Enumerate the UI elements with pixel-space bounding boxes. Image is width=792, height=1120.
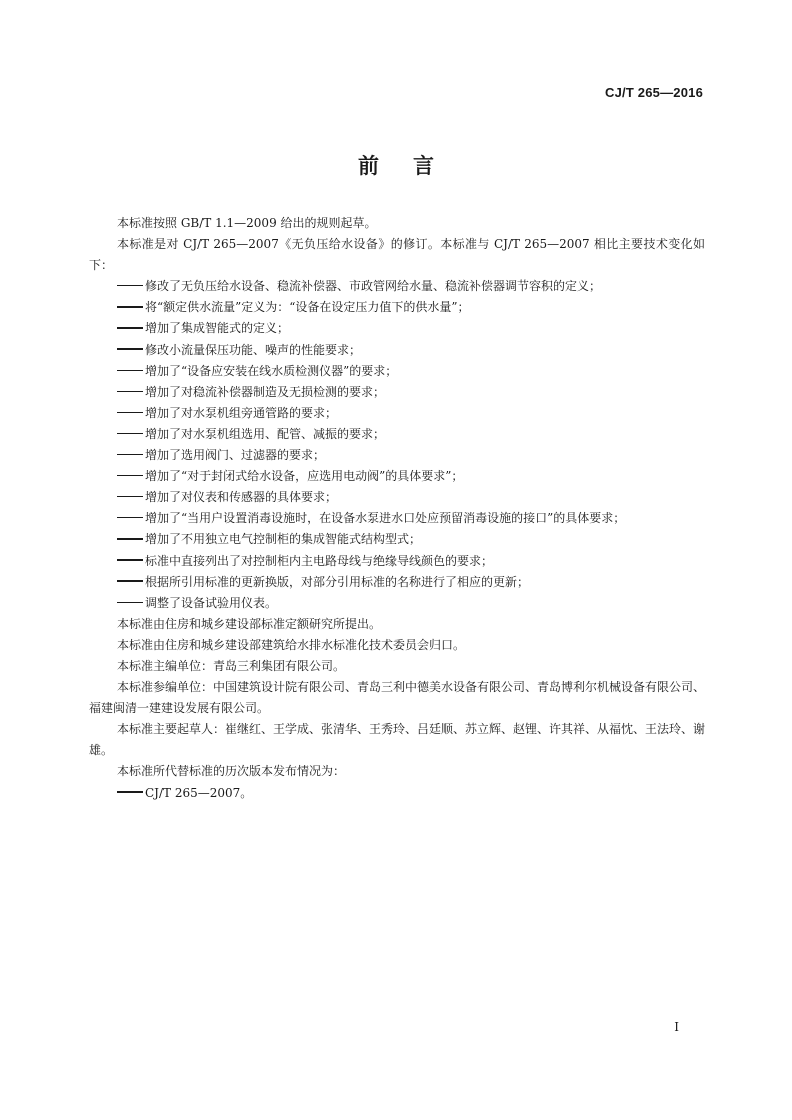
dash-mark	[117, 580, 143, 581]
list-item	[89, 424, 705, 445]
list-item-text: 增加了对稳流补偿器制造及无损检测的要求；	[145, 384, 386, 399]
list-item	[89, 361, 705, 382]
list-item	[89, 783, 705, 804]
list-item	[89, 297, 705, 318]
list-item-text: 增加了“设备应安装在线水质检测仪器”的要求；	[145, 363, 398, 378]
list-item	[89, 445, 705, 466]
dash-mark	[117, 412, 143, 413]
list-item	[89, 276, 705, 297]
list-item-text: 增加了“对于封闭式给水设备，应选用电动阀”的具体要求”；	[145, 469, 464, 484]
page-number: I	[674, 1020, 679, 1034]
list-item-text: 增加了对水泵机组选用、配管、减振的要求；	[145, 426, 386, 441]
page-title: 前言	[358, 154, 468, 178]
dash-mark	[117, 348, 143, 349]
list-item-text: 根据所引用标准的更新换版，对部分引用标准的名称进行了相应的更新；	[145, 574, 530, 589]
list-item	[89, 529, 705, 550]
dash-mark	[117, 327, 143, 328]
dash-mark	[117, 791, 143, 792]
list-item-text: 增加了集成智能式的定义；	[145, 321, 290, 336]
dash-mark	[117, 454, 143, 455]
list-item	[89, 487, 705, 508]
list-item	[89, 382, 705, 403]
paragraph: 本标准参编单位：中国建筑设计院有限公司、青岛三利中德美水设备有限公司、青岛博利尔机械设备有限公司、福建闽清一建建设发展有限公司。	[89, 680, 706, 716]
dash-mark	[117, 391, 143, 392]
standard-code: CJ/T 265—2016	[605, 85, 703, 100]
list-item-text: 将“额定供水流量”定义为：“设备在设定压力值下的供水量”；	[145, 300, 470, 315]
list-item-text: CJ/T 265—2007。	[145, 785, 253, 800]
list-item-text: 增加了不用独立电气控制柜的集成智能式结构型式；	[145, 532, 422, 547]
paragraph: 本标准是对 CJ/T 265—2007《无负压给水设备》的修订。本标准与 CJ/T 265—2007 相比主要技术变化如下：	[89, 237, 705, 273]
dash-mark	[117, 475, 143, 476]
list-item-text: 增加了对水泵机组旁通管路的要求；	[145, 405, 338, 420]
dash-mark	[117, 496, 143, 497]
list-item-text: 修改了无负压给水设备、稳流补偿器、市政管网给水量、稳流补偿器调节容积的定义；	[145, 279, 602, 294]
list-item	[89, 593, 705, 614]
list-item	[89, 508, 705, 529]
dash-mark	[117, 538, 143, 539]
dash-mark	[117, 517, 143, 518]
paragraph: 本标准主要起草人：崔继红、王学成、张清华、王秀玲、吕廷顺、苏立辉、赵锂、许其祥、从福忱、王法玲、谢雄。	[89, 722, 706, 758]
list-item	[89, 340, 705, 361]
paragraph: 本标准主编单位：青岛三利集团有限公司。	[117, 658, 346, 673]
dash-mark	[117, 559, 143, 560]
list-item	[89, 551, 705, 572]
dash-mark	[117, 285, 143, 286]
dash-mark	[117, 433, 143, 434]
paragraph: 本标准按照 GB/T 1.1—2009 给出的规则起草。	[117, 216, 377, 230]
paragraph: 本标准所代替标准的历次版本发布情况为：	[117, 764, 346, 779]
list-item	[89, 466, 705, 487]
list-item-text: 标准中直接列出了对控制柜内主电路母线与绝缘导线颜色的要求；	[145, 553, 494, 568]
list-item	[89, 403, 705, 424]
dash-mark	[117, 602, 143, 603]
paragraph: 本标准由住房和城乡建设部标准定额研究所提出。	[117, 616, 382, 631]
list-item-text: 修改小流量保压功能、噪声的性能要求；	[145, 342, 362, 357]
list-item-text: 调整了设备试验用仪表。	[145, 595, 278, 610]
list-item-text: 增加了对仪表和传感器的具体要求；	[145, 490, 338, 505]
list-item	[89, 572, 705, 593]
dash-mark	[117, 306, 143, 307]
paragraph: 本标准由住房和城乡建设部建筑给水排水标准化技术委员会归口。	[117, 637, 466, 652]
list-item-text: 增加了选用阀门、过滤器的要求；	[145, 448, 326, 463]
list-item-text: 增加了“当用户设置消毒设施时，在设备水泵进水口处应预留消毒设施的接口”的具体要求；	[145, 511, 626, 526]
dash-mark	[117, 370, 143, 371]
change-list	[89, 276, 705, 614]
list-item	[89, 318, 705, 339]
foreword-body	[89, 213, 705, 804]
